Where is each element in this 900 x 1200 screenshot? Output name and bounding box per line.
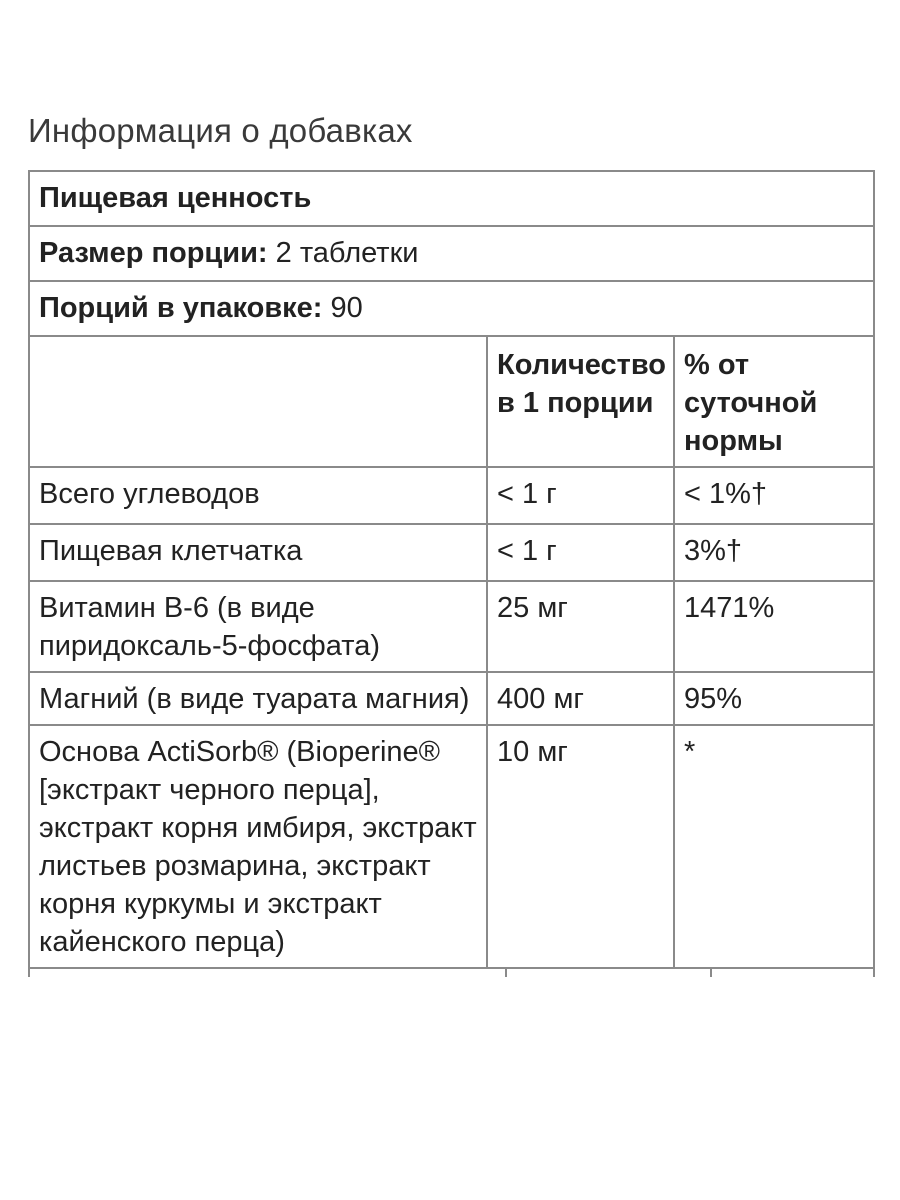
serving-size-label: Размер порции: — [39, 237, 268, 269]
supplement-facts-table — [28, 170, 875, 977]
nutrient-daily-value: 3%† — [674, 524, 874, 581]
nutrient-daily-value: 95% — [674, 672, 874, 725]
nutrient-name: Витамин B-6 (в виде пиридоксаль-5-фосфата) — [30, 581, 487, 672]
nutrient-amount: 10 мг — [487, 725, 674, 968]
table-continuation — [30, 969, 875, 977]
column-header-daily: % от суточной нормы — [674, 337, 874, 467]
column-divider — [505, 969, 507, 977]
nutrient-header-row — [30, 337, 874, 467]
facts-heading-row — [30, 172, 875, 227]
nutrient-name: Основа ActiSorb® (Bioperine® [экстракт черного перца], экстракт корня имбиря, экстракт листьев розмарина, экстракт корня куркумы и экстракт кайенского перца) — [30, 725, 487, 968]
table-row — [30, 581, 874, 672]
column-header-amount: Количество в 1 порции — [487, 337, 674, 467]
nutrient-name: Пищевая клетчатка — [30, 524, 487, 581]
serving-size-value: 2 таблетки — [267, 237, 419, 269]
nutrient-name: Магний (в виде туарата магния) — [30, 672, 487, 725]
nutrient-name: Всего углеводов — [30, 467, 487, 524]
table-row — [30, 467, 874, 524]
nutrient-table — [30, 337, 875, 969]
table-row — [30, 725, 874, 968]
facts-heading: Пищевая ценность — [39, 182, 312, 214]
nutrient-amount: 400 мг — [487, 672, 674, 725]
table-row — [30, 672, 874, 725]
nutrient-daily-value: * — [674, 725, 874, 968]
servings-per-container-row — [30, 282, 875, 337]
column-header-name — [30, 337, 487, 467]
servings-label: Порций в упаковке: — [39, 292, 323, 324]
servings-value: 90 — [322, 292, 363, 324]
nutrient-amount: 25 мг — [487, 581, 674, 672]
serving-size-row — [30, 227, 875, 282]
table-row — [30, 524, 874, 581]
column-divider — [710, 969, 712, 977]
nutrient-daily-value: < 1%† — [674, 467, 874, 524]
nutrient-amount: < 1 г — [487, 524, 674, 581]
nutrient-daily-value: 1471% — [674, 581, 874, 672]
section-title: Информация о добавках — [28, 112, 413, 149]
nutrient-amount: < 1 г — [487, 467, 674, 524]
